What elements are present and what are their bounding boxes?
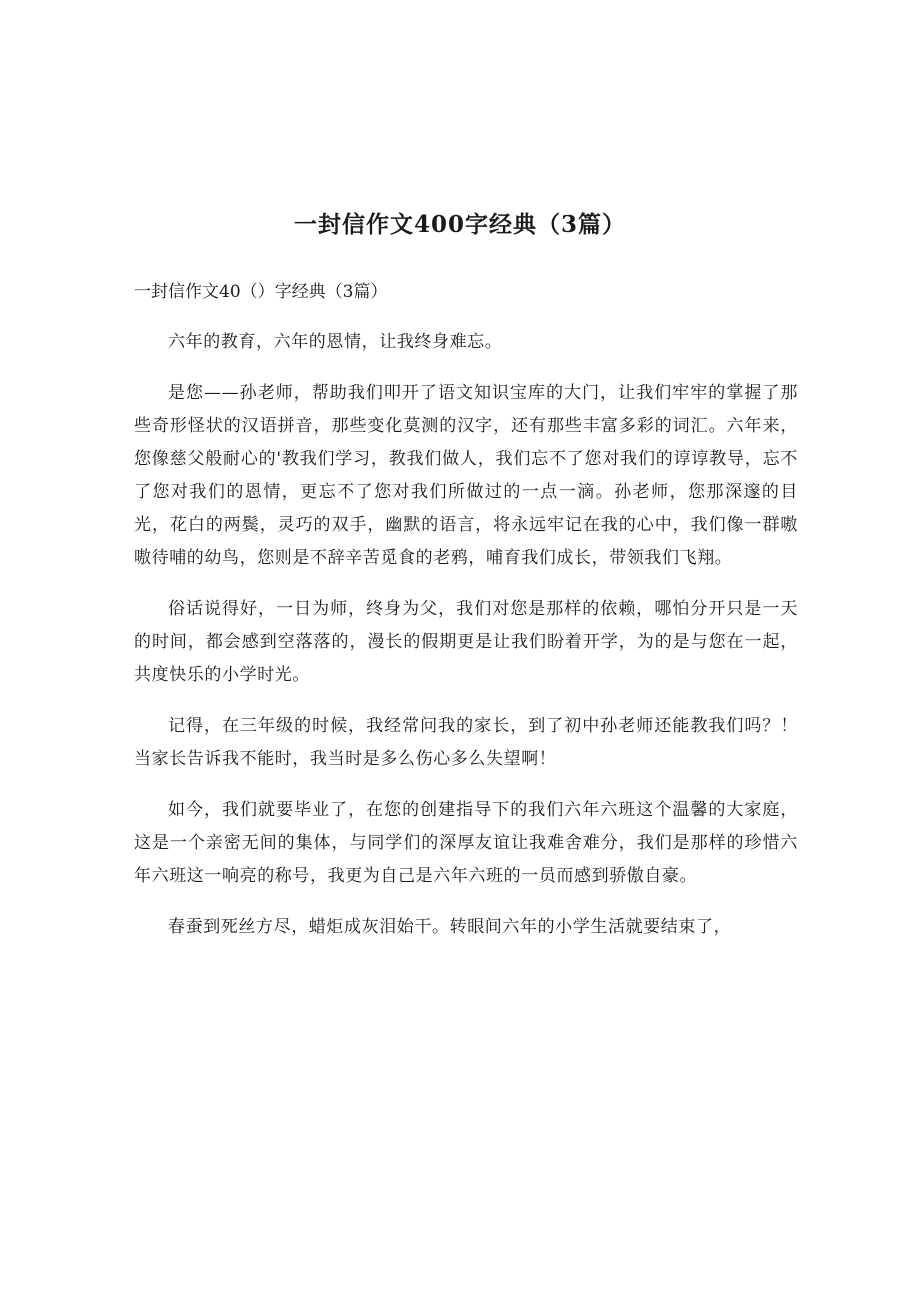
document-subtitle: 一封信作文40（）字经典（3篇） — [134, 282, 388, 302]
document-body — [134, 326, 798, 962]
paragraph: 六年的教育，六年的恩情，让我终身难忘。 — [168, 332, 503, 352]
paragraph: 俗话说得好，一日为师，终身为父，我们对您是那样的依赖，哪怕分开只是一天的时间，都会感到空落落的，漫长的假期更是让我们盼着开学，为的是与您在一起，共度快乐的小学时光。 — [134, 599, 798, 685]
paragraph: 记得，在三年级的时候，我经常问我的家长，到了初中孙老师还能教我们吗？！当家长告诉我不能时，我当时是多么伤心多么失望啊！ — [134, 716, 798, 769]
paragraph: 如今，我们就要毕业了，在您的创建指导下的我们六年六班这个温馨的大家庭，这是一个亲密无间的集体，与同学们的深厚友谊让我难舍难分，我们是那样的珍惜六年六班这一响亮的称号，我更为自己是六年六班的一员而感到骄傲自豪。 — [134, 800, 798, 886]
paragraph: 春蚕到死丝方尽，蜡炬成灰泪始干。转眼间六年的小学生活就要结束了， — [168, 917, 732, 937]
paragraph: 是您——孙老师，帮助我们叩开了语文知识宝库的大门，让我们牢牢的掌握了那些奇形怪状的汉语拼音，那些变化莫测的汉字，还有那些丰富多彩的词汇。六年来，您像慈父般耐心的'教我们学习，教我们做人，我们忘不了您对我们的谆谆教导，忘不了您对我们的恩情，更忘不了您对我们所做过的一点一滴。孙老师，您那深邃的目光，花白的两鬓，灵巧的双手，幽默的语言，将永远牢记在我的心中，我们像一群嗷嗷待哺的幼鸟，您则是不辞辛苦觅食的老鸦，哺育我们成长，带领我们飞翔。 — [134, 383, 798, 568]
document-title: 一封信作文400字经典（3篇） — [293, 211, 626, 238]
